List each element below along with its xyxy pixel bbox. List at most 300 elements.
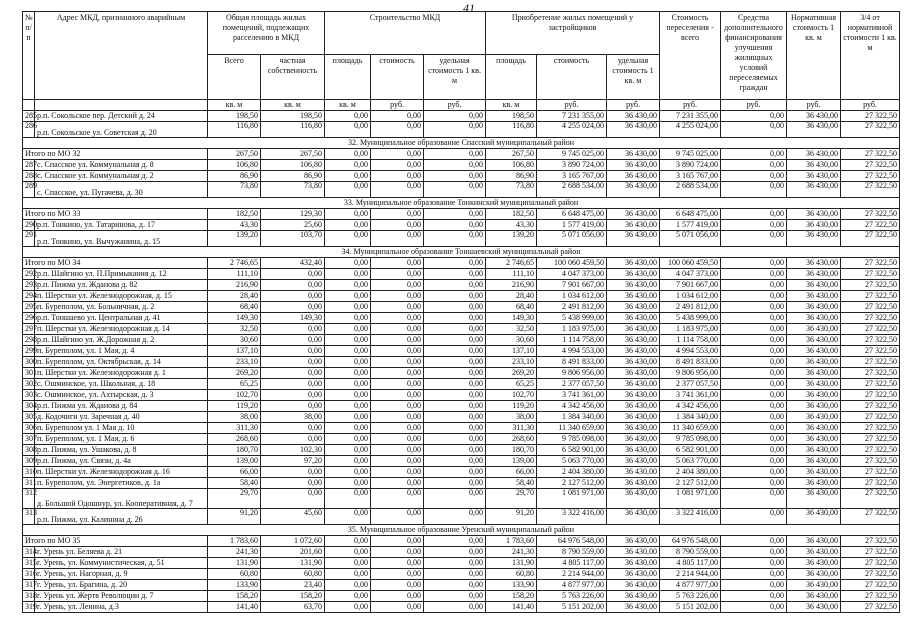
row-value: 36 430,00 [787,324,841,335]
total-cell: 36 430,00 [607,209,660,220]
table-row [23,111,900,122]
row-value: 4 805 117,00 [660,558,721,569]
table-row [23,445,900,456]
row-value: 8 491 833,00 [537,357,607,368]
total-cell: 36 430,00 [787,149,841,160]
total-cell: 129,30 [261,209,325,220]
row-value: 0,00 [424,434,486,445]
row-value: 216,90 [208,280,261,291]
total-cell: 0,00 [371,149,424,160]
row-value: 1 114 758,00 [537,335,607,346]
row-value: 27 322,50 [841,489,900,509]
row-value: 5 438 999,00 [660,313,721,324]
row-value: 1 183 975,00 [660,324,721,335]
row-address: р.п. Пижма, ул. Ушакова, д. 8 [35,445,208,456]
unit-cell [23,100,35,111]
table-row [23,489,900,509]
row-value: 36 430,00 [787,401,841,412]
row-value: 0,00 [371,231,424,247]
row-value: 5 151 202,00 [660,602,721,613]
unit-cell [35,100,208,111]
unit-cell: руб. [841,100,900,111]
header-total-area: Общая площадь жилых помещений, подлежащих расселению в МКД [208,12,325,55]
row-value: 1 034 612,00 [537,291,607,302]
total-cell: 0,00 [371,258,424,269]
row-value: 2 127 512,00 [660,478,721,489]
row-value: 27 322,50 [841,335,900,346]
row-value: 58,40 [486,478,537,489]
total-row [23,149,900,160]
row-address: р.п. Шайгино ул. Ж.Дорожная д. 2 [35,335,208,346]
row-value: 119,20 [208,401,261,412]
total-row [23,536,900,547]
row-value: 0,00 [325,346,371,357]
header-c-unit: удельная стоимость 1 кв. м [424,55,486,100]
row-value: 4 047 373,00 [660,269,721,280]
row-value: 1 081 971,00 [660,489,721,509]
row-value: 36 430,00 [607,401,660,412]
row-value: 36 430,00 [787,558,841,569]
row-value: 36 430,00 [607,231,660,247]
row-value: 91,20 [486,509,537,525]
row-value: 0,00 [325,231,371,247]
row-value: 201,60 [261,547,325,558]
row-value: 6 582 901,00 [660,445,721,456]
row-value: 149,30 [261,313,325,324]
row-address: р.п. Пижма, ул. Связи, д. 4а [35,456,208,467]
row-value: 0,00 [721,111,787,122]
row-value: 0,00 [424,313,486,324]
row-value: 198,50 [208,111,261,122]
row-value: 38,00 [486,412,537,423]
row-value: 43,30 [208,220,261,231]
row-value: 198,50 [261,111,325,122]
header-norm-share: 3/4 от нормативной стоимости 1 кв. м [841,12,900,100]
row-number: 305 [23,412,35,423]
row-value: 141,40 [208,602,261,613]
row-value: 0,00 [424,401,486,412]
row-value: 0,00 [371,478,424,489]
row-value: 0,00 [721,379,787,390]
section-title: 33. Муниципальное образование Тонкинский муниципальный район [23,198,900,209]
row-number: 286 [23,122,35,138]
row-address: р.п. Сокольское пер. Детский д. 24 [35,111,208,122]
header-acquisition: Приобретение жилых помещений у застройщиков [486,12,660,55]
row-value: 27 322,50 [841,379,900,390]
row-value: 7 901 667,00 [660,280,721,291]
table-row [23,401,900,412]
row-value: 0,00 [424,591,486,602]
row-value: 0,00 [261,489,325,509]
row-value: 0,00 [325,445,371,456]
row-value: 0,00 [721,423,787,434]
row-value: 0,00 [424,445,486,456]
row-number: 299 [23,346,35,357]
row-value: 2 491 812,00 [660,302,721,313]
units-row [23,100,900,111]
row-value: 60,80 [208,569,261,580]
row-number: 290 [23,220,35,231]
row-value: 36 430,00 [787,122,841,138]
row-value: 36 430,00 [787,160,841,171]
row-value: 8 790 559,00 [660,547,721,558]
row-value: 0,00 [721,602,787,613]
table-row [23,412,900,423]
row-value: 0,00 [424,111,486,122]
table-header [23,12,900,111]
row-value: 27 322,50 [841,220,900,231]
table-row [23,390,900,401]
row-value: 36 430,00 [607,111,660,122]
row-value: 7 231 355,00 [537,111,607,122]
row-value: 137,10 [208,346,261,357]
total-cell: 0,00 [325,149,371,160]
row-value: 36 430,00 [607,591,660,602]
row-value: 0,00 [721,368,787,379]
unit-cell: кв. м [325,100,371,111]
row-value: 36 430,00 [607,291,660,302]
row-value: 36 430,00 [787,591,841,602]
row-value: 0,00 [424,368,486,379]
row-value: 0,00 [721,456,787,467]
row-value: 141,40 [486,602,537,613]
row-value: 11 340 659,00 [537,423,607,434]
section-title: 35. Муниципальное образование Уренский муниципальный район [23,525,900,536]
row-value: 0,00 [424,357,486,368]
row-number: 303 [23,390,35,401]
row-value: 0,00 [721,580,787,591]
table-row [23,478,900,489]
row-value: 30,60 [208,335,261,346]
row-number: 296 [23,313,35,324]
row-value: 0,00 [721,346,787,357]
row-value: 158,20 [261,591,325,602]
row-value: 0,00 [721,478,787,489]
total-cell: 0,00 [721,258,787,269]
row-value: 0,00 [424,412,486,423]
row-address: с. Ошминское, ул. Ахтырская, д. 3 [35,390,208,401]
row-address: г. Урень ул. Беляева д. 21 [35,547,208,558]
row-address: п. Буреполом, ул. 1 Мая, д. 4 [35,346,208,357]
row-address: г. Урень, ул. Нагорная, д. 9 [35,569,208,580]
row-value: 36 430,00 [607,160,660,171]
row-value: 86,90 [261,171,325,182]
row-value: 241,30 [486,547,537,558]
total-cell: 1 072,60 [261,536,325,547]
total-cell: 0,00 [325,258,371,269]
row-address: п. Буреполом, ул. 1 Мая, д. 6 [35,434,208,445]
row-value: 36 430,00 [607,390,660,401]
row-number: 302 [23,379,35,390]
row-value: 0,00 [325,302,371,313]
row-value: 0,00 [721,171,787,182]
row-value: 0,00 [261,467,325,478]
row-address: р.п. Пижма, ул. Калинина д. 26 [35,509,208,525]
row-value: 68,40 [208,302,261,313]
row-value: 36 430,00 [607,547,660,558]
row-value: 111,10 [208,269,261,280]
table-row [23,357,900,368]
row-value: 0,00 [424,182,486,198]
row-value: 27 322,50 [841,160,900,171]
row-value: 4 877 977,00 [537,580,607,591]
row-value: 9 785 098,00 [537,434,607,445]
row-value: 0,00 [424,231,486,247]
row-number: 288 [23,171,35,182]
total-cell: 0,00 [424,536,486,547]
row-address: с. Спасское ул. Коммунальная д. 8 [35,160,208,171]
row-value: 36 430,00 [787,509,841,525]
row-value: 27 322,50 [841,580,900,591]
row-value: 3 165 767,00 [537,171,607,182]
row-number: 298 [23,335,35,346]
row-value: 133,90 [208,580,261,591]
row-value: 65,25 [208,379,261,390]
total-cell: 432,40 [261,258,325,269]
row-value: 0,00 [371,182,424,198]
header-c-area: площадь [325,55,371,100]
row-value: 133,90 [486,580,537,591]
row-value: 5 071 056,00 [660,231,721,247]
row-address: с. Спасское ул. Коммунальная д. 2 [35,171,208,182]
row-number: 313 [23,509,35,525]
total-cell: 182,50 [486,209,537,220]
total-cell: 27 322,50 [841,536,900,547]
row-value: 86,90 [208,171,261,182]
total-label: Итого по МО 32 [23,149,208,160]
row-value: 36 430,00 [787,291,841,302]
row-value: 36 430,00 [607,558,660,569]
unit-cell: руб. [537,100,607,111]
row-value: 0,00 [371,346,424,357]
row-value: 0,00 [261,423,325,434]
section-row [23,138,900,149]
unit-cell: руб. [721,100,787,111]
row-value: 311,30 [208,423,261,434]
row-value: 0,00 [325,324,371,335]
row-value: 0,00 [325,368,371,379]
row-value: 1 114 758,00 [660,335,721,346]
row-value: 91,20 [208,509,261,525]
row-value: 3 741 361,00 [537,390,607,401]
row-value: 36 430,00 [787,434,841,445]
row-value: 0,00 [325,111,371,122]
row-value: 97,20 [261,456,325,467]
row-value: 0,00 [371,390,424,401]
row-number: 291 [23,231,35,247]
row-value: 28,40 [486,291,537,302]
row-value: 233,10 [208,357,261,368]
row-value: 5 071 056,00 [537,231,607,247]
row-value: 102,70 [208,390,261,401]
row-value: 0,00 [721,324,787,335]
total-cell: 64 976 548,00 [660,536,721,547]
row-value: 0,00 [325,280,371,291]
row-value: 0,00 [424,379,486,390]
header-a-area: площадь [486,55,537,100]
row-value: 0,00 [424,220,486,231]
table-row [23,160,900,171]
total-cell: 1 783,60 [208,536,261,547]
header-total-area-private: частная собственность [261,55,325,100]
total-cell: 6 648 475,00 [537,209,607,220]
row-value: 0,00 [371,368,424,379]
row-value: 0,00 [325,558,371,569]
row-value: 0,00 [371,122,424,138]
table-row [23,509,900,525]
row-address: р.п. Сокольское ул. Советская д. 20 [35,122,208,138]
row-value: 233,10 [486,357,537,368]
table-row [23,580,900,591]
row-value: 241,30 [208,547,261,558]
row-value: 0,00 [721,280,787,291]
row-value: 0,00 [371,302,424,313]
row-value: 1 384 340,00 [660,412,721,423]
row-value: 0,00 [721,313,787,324]
row-address: г. Урень ул. Жертв Революции д. 7 [35,591,208,602]
row-number: 308 [23,445,35,456]
row-value: 0,00 [721,569,787,580]
row-value: 27 322,50 [841,602,900,613]
row-value: 27 322,50 [841,122,900,138]
row-value: 36 430,00 [787,368,841,379]
total-cell: 100 060 459,50 [537,258,607,269]
row-value: 180,70 [208,445,261,456]
total-cell: 36 430,00 [787,536,841,547]
row-value: 36 430,00 [787,346,841,357]
row-value: 4 255 024,00 [537,122,607,138]
row-value: 28,40 [208,291,261,302]
row-value: 0,00 [371,434,424,445]
table-row [23,558,900,569]
row-value: 27 322,50 [841,591,900,602]
row-value: 0,00 [325,509,371,525]
row-value: 1 384 340,00 [537,412,607,423]
row-value: 8 491 833,00 [660,357,721,368]
row-number: 309 [23,456,35,467]
row-value: 27 322,50 [841,313,900,324]
row-number: 294 [23,291,35,302]
row-value: 0,00 [371,489,424,509]
table-row [23,335,900,346]
row-value: 2 688 534,00 [537,182,607,198]
table-row [23,423,900,434]
row-value: 0,00 [424,302,486,313]
total-cell: 0,00 [721,536,787,547]
row-value: 4 255 024,00 [660,122,721,138]
row-value: 27 322,50 [841,324,900,335]
row-value: 27 322,50 [841,231,900,247]
table-row [23,220,900,231]
table-row [23,602,900,613]
table-row [23,291,900,302]
row-value: 2 214 944,00 [537,569,607,580]
row-value: 0,00 [371,456,424,467]
table-row [23,591,900,602]
row-value: 36 430,00 [787,280,841,291]
row-value: 36 430,00 [607,368,660,379]
total-row [23,209,900,220]
row-value: 0,00 [721,231,787,247]
total-cell: 64 976 548,00 [537,536,607,547]
row-value: 30,60 [486,335,537,346]
row-value: 0,00 [325,122,371,138]
header-construction: Строительство МКД [325,12,486,55]
row-value: 0,00 [325,434,371,445]
row-value: 36 430,00 [787,111,841,122]
row-value: 27 322,50 [841,390,900,401]
row-value: 0,00 [424,602,486,613]
table-row [23,456,900,467]
row-value: 0,00 [424,467,486,478]
unit-cell: кв. м [208,100,261,111]
row-value: 268,60 [486,434,537,445]
row-number: 289 [23,182,35,198]
row-value: 0,00 [325,423,371,434]
total-cell: 27 322,50 [841,258,900,269]
table-row [23,231,900,247]
row-value: 0,00 [424,509,486,525]
row-value: 4 342 456,00 [660,401,721,412]
row-value: 36 430,00 [787,456,841,467]
row-value: 0,00 [424,558,486,569]
row-address: р.п. Пижма ул. Жданова д. 82 [35,280,208,291]
row-value: 0,00 [325,489,371,509]
row-value: 0,00 [371,467,424,478]
row-value: 0,00 [721,302,787,313]
row-value: 0,00 [371,558,424,569]
row-value: 36 430,00 [787,478,841,489]
row-value: 0,00 [721,357,787,368]
row-value: 36 430,00 [607,171,660,182]
row-value: 6 582 901,00 [537,445,607,456]
row-number: 319 [23,602,35,613]
total-cell: 27 322,50 [841,209,900,220]
row-value: 4 994 553,00 [660,346,721,357]
row-value: 27 322,50 [841,269,900,280]
row-value: 36 430,00 [607,379,660,390]
row-number: 311 [23,478,35,489]
row-value: 36 430,00 [607,489,660,509]
row-address: р.п. Шайгино ул. П.Примыкания д. 12 [35,269,208,280]
unit-cell: руб. [787,100,841,111]
row-value: 25,60 [261,220,325,231]
row-value: 131,90 [486,558,537,569]
row-value: 0,00 [325,591,371,602]
unit-cell: кв. м [486,100,537,111]
row-value: 66,00 [486,467,537,478]
unit-cell: руб. [371,100,424,111]
total-cell: 36 430,00 [607,536,660,547]
row-value: 73,80 [208,182,261,198]
table-body [23,111,900,613]
row-value: 0,00 [424,489,486,509]
row-value: 0,00 [371,324,424,335]
row-value: 111,10 [486,269,537,280]
row-value: 5 063 770,00 [660,456,721,467]
row-value: 131,90 [261,558,325,569]
row-value: 7 231 355,00 [660,111,721,122]
row-value: 0,00 [721,412,787,423]
total-cell: 0,00 [721,209,787,220]
row-number: 297 [23,324,35,335]
table-row [23,280,900,291]
row-value: 3 890 724,00 [660,160,721,171]
row-value: 45,60 [261,509,325,525]
row-value: 0,00 [325,602,371,613]
row-value: 36 430,00 [787,423,841,434]
row-value: 0,00 [371,445,424,456]
